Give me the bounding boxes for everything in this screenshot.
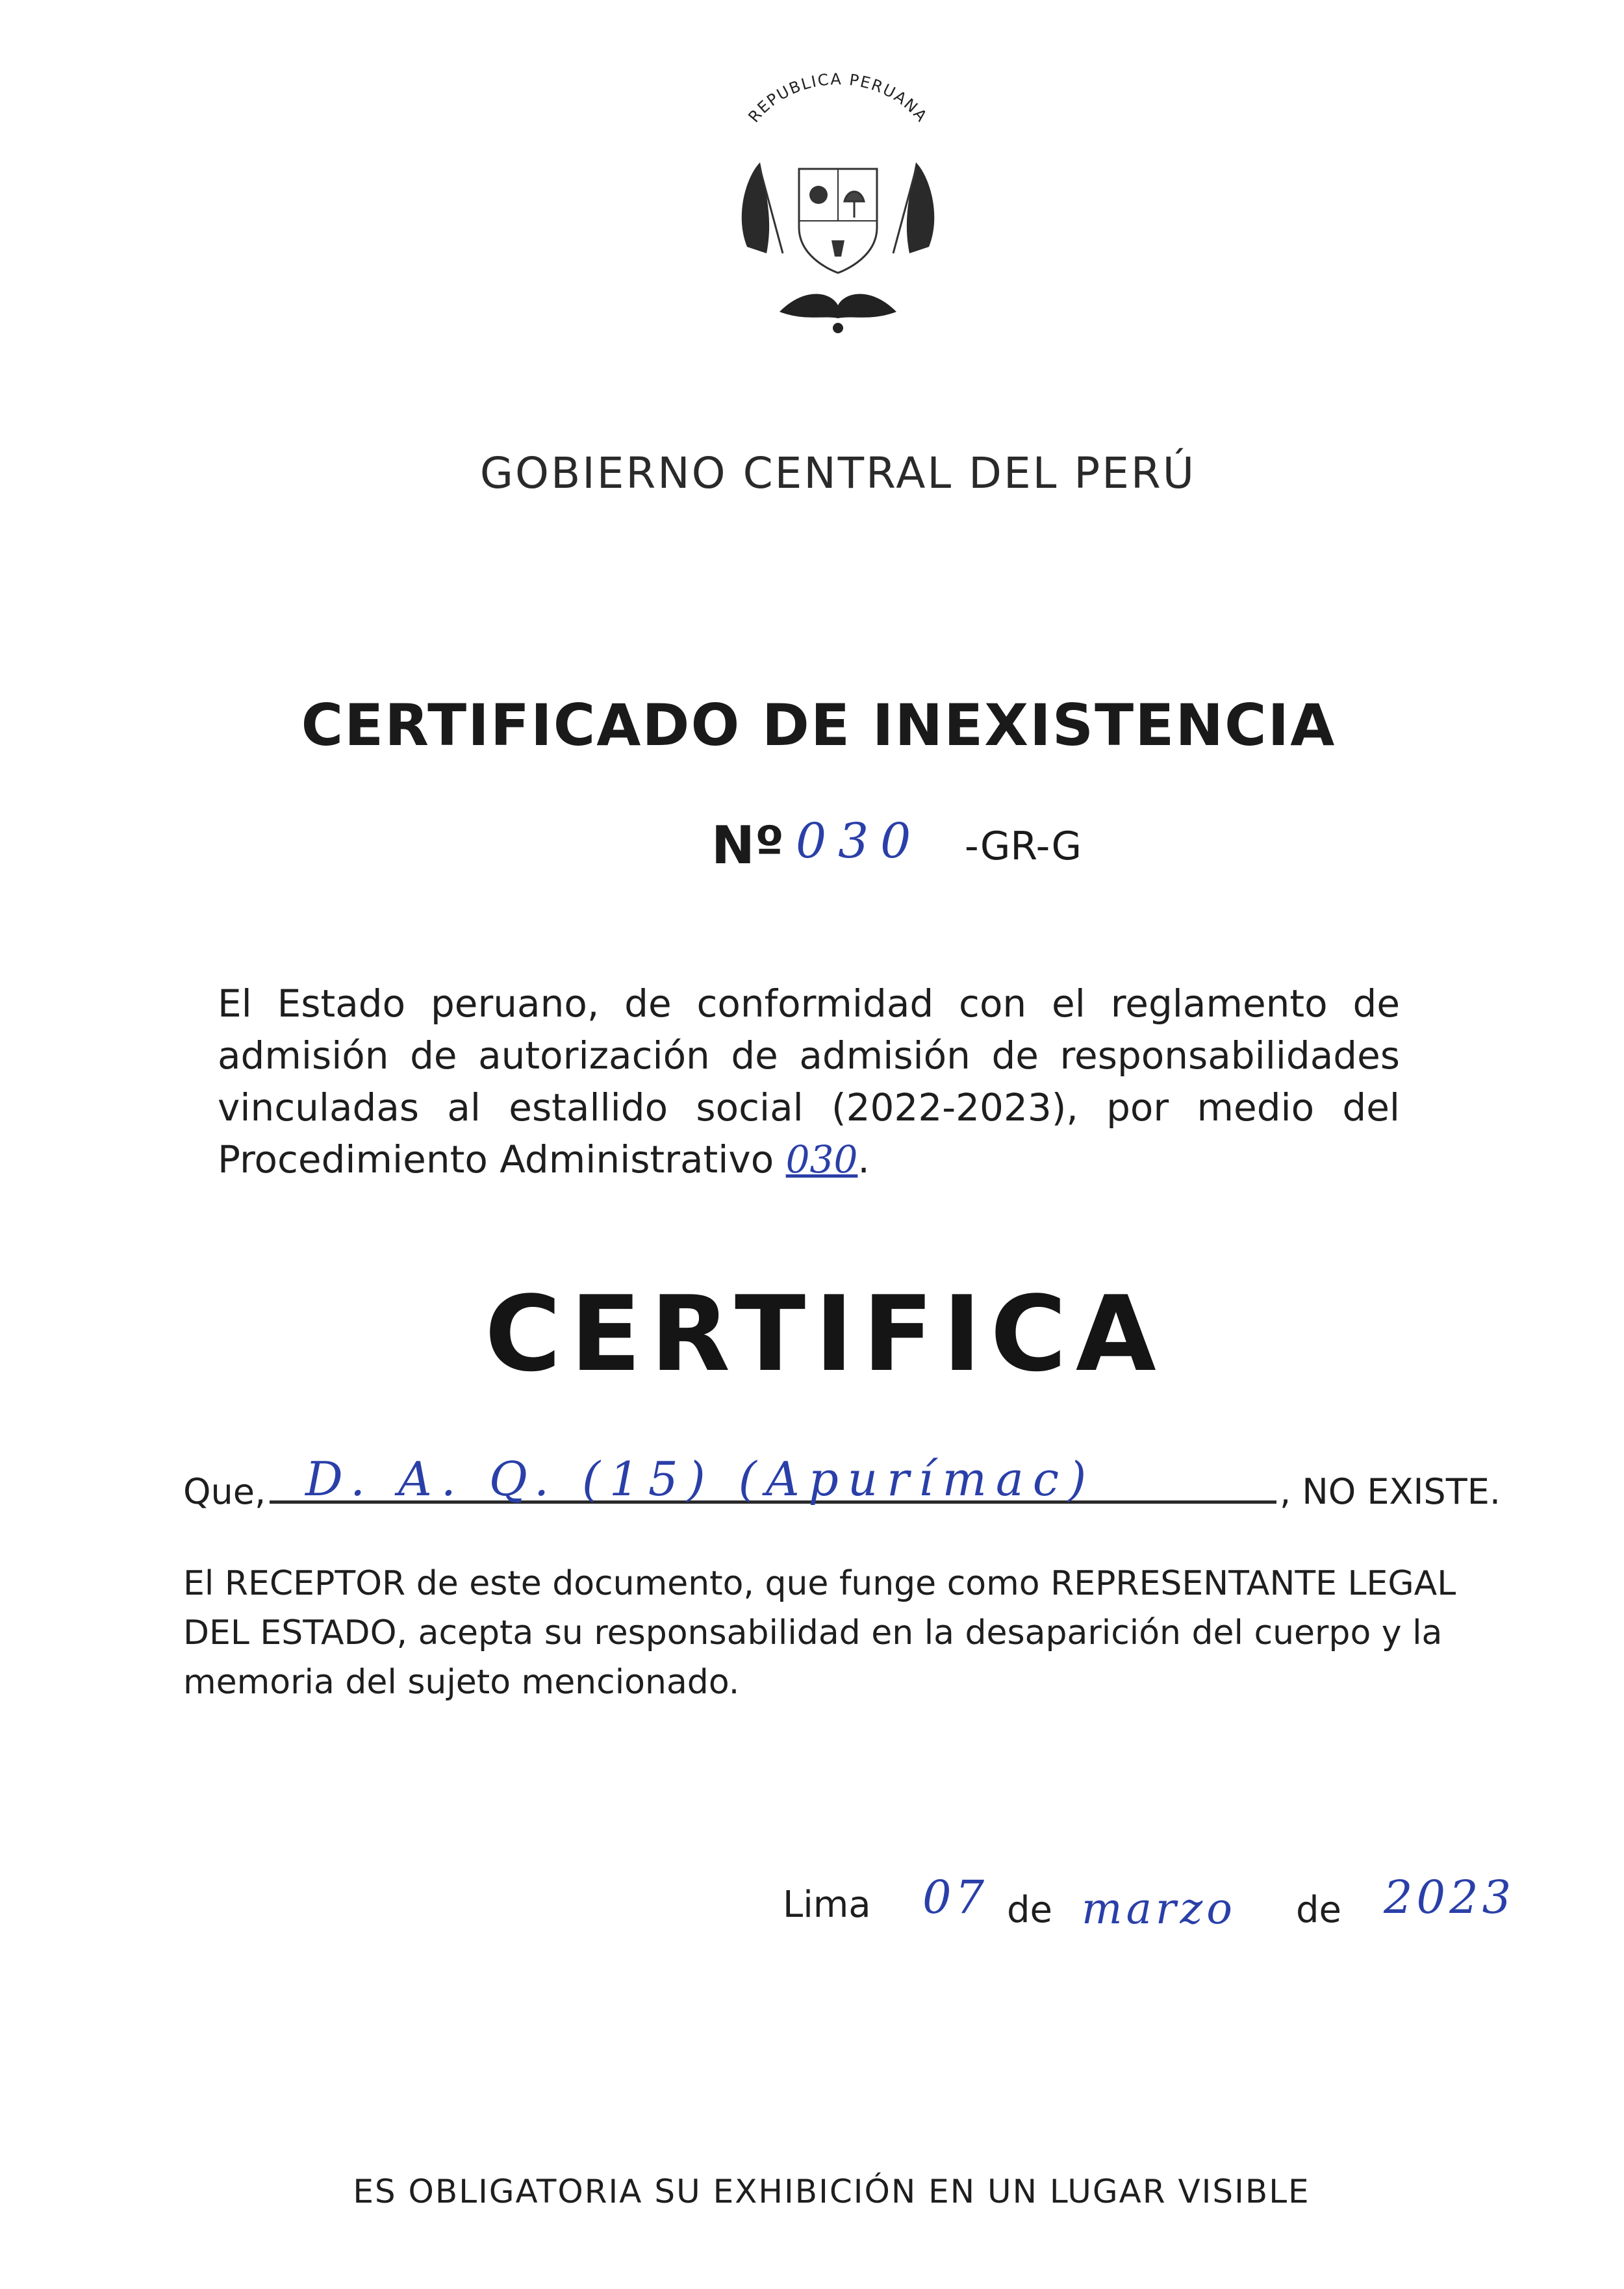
- coat-of-arms-icon: [721, 71, 955, 344]
- government-header: GOBIERNO CENTRAL DEL PERÚ: [479, 448, 1197, 498]
- date-city: Lima: [783, 1884, 871, 1926]
- certificate-number-label: Nº: [711, 815, 785, 876]
- date-day: 07: [922, 1871, 989, 1924]
- intro-text: El Estado peruano, de conformidad con el reglamento de admisión de autorización de admisión de responsabilidades vinculadas al estallido social (2022-2023), por medio del Procedimiento Administrativo: [218, 981, 1400, 1182]
- svg-text:REPUBLICA PERUANA: [744, 71, 931, 126]
- intro-paragraph: [218, 978, 1400, 1185]
- intro-end: .: [857, 1137, 870, 1182]
- date-month: marzo: [1082, 1884, 1236, 1934]
- date-de-1: de: [1007, 1889, 1052, 1931]
- coat-arc-text: REPUBLICA PERUANA: [744, 71, 932, 126]
- certificate-number-value: 030: [796, 813, 923, 869]
- certificate-number-suffix: -GR-G: [965, 824, 1082, 869]
- date-year: 2023: [1384, 1871, 1516, 1924]
- procedure-number: 030: [785, 1137, 858, 1182]
- subject-prefix: Que,: [183, 1471, 266, 1512]
- certifica-heading: CERTIFICA: [485, 1273, 1165, 1395]
- receptor-paragraph: El RECEPTOR de este documento, que funge como REPRESENTANTE LEGAL DEL ESTADO, acepta su responsabilidad en la desaparición del cuerpo y la memoria del sujeto mencionado.: [183, 1564, 1456, 1702]
- subject-suffix: , NO EXISTE.: [1280, 1471, 1501, 1512]
- date-de-2: de: [1296, 1889, 1341, 1931]
- coat-of-arms: [721, 71, 955, 344]
- certificate-title: CERTIFICADO DE INEXISTENCIA: [301, 692, 1336, 759]
- date-line: [783, 1871, 1562, 1949]
- footer-notice: ES OBLIGATORIA SU EXHIBICIÓN EN UN LUGAR VISIBLE: [353, 2173, 1310, 2210]
- subject-name: D. A. Q. (15) (Apurímac): [305, 1452, 1096, 1506]
